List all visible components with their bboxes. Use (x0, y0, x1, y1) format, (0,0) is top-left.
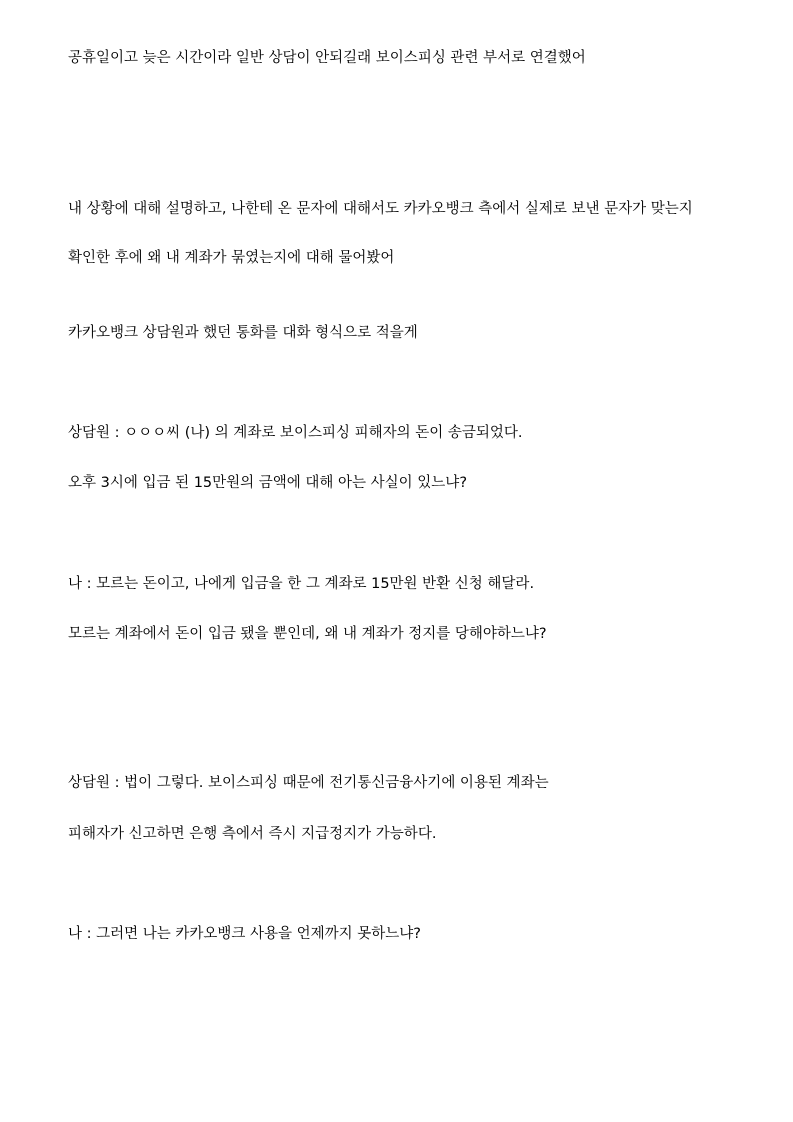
paragraph-account-freeze-question: 확인한 후에 왜 내 계좌가 묶였는지에 대해 물어봤어 (68, 250, 395, 266)
dialogue-agent-line-3: 상담원 : 법이 그렇다. 보이스피싱 때문에 전기통신금융사기에 이용된 계좌는 (68, 775, 549, 791)
paragraph-situation-explanation: 내 상황에 대해 설명하고, 나한테 온 문자에 대해서도 카카오뱅크 측에서 실제로 보낸 문자가 맞는지 (68, 201, 693, 217)
dialogue-agent-line-1: 상담원 : ㅇㅇㅇ씨 (나) 의 계좌로 보이스피싱 피해자의 돈이 송금되었다. (68, 425, 523, 441)
dialogue-me-line-2: 모르는 계좌에서 돈이 입금 됐을 뿐인데, 왜 내 계좌가 정지를 당해야하느냐? (68, 626, 547, 642)
dialogue-agent-line-2: 오후 3시에 입금 된 15만원의 금액에 대해 아는 사실이 있느냐? (68, 475, 468, 491)
dialogue-me-line-1: 나 : 모르는 돈이고, 나에게 입금을 한 그 계좌로 15만원 반환 신청 해달라. (68, 576, 535, 592)
dialogue-me-line-3: 나 : 그러면 나는 카카오뱅크 사용을 언제까지 못하느냐? (68, 926, 421, 942)
paragraph-dialogue-intro: 카카오뱅크 상담원과 했던 통화를 대화 형식으로 적을게 (68, 325, 418, 341)
paragraph-consultation-intro: 공휴일이고 늦은 시간이라 일반 상담이 안되길래 보이스피싱 관련 부서로 연결했어 (68, 50, 586, 66)
dialogue-agent-line-4: 피해자가 신고하면 은행 측에서 즉시 지급정지가 가능하다. (68, 826, 437, 842)
